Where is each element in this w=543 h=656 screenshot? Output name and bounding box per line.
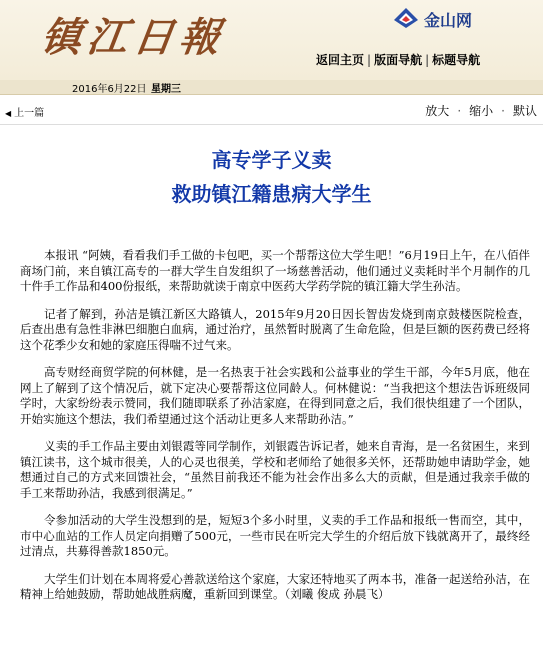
enlarge-button[interactable]: 放大	[425, 104, 450, 118]
article-paragraph: 令参加活动的大学生没想到的是，短短3个多小时里，义卖的手工作品和报纸一售而空，其中，市中心血站的工作人员定向捐赠了500元，一些市民在听完大学生的介绍后放下钱就离开了，最终经过清点，共募得善款1850元。	[20, 513, 530, 558]
article-paragraph: 记者了解到，孙洁是镇江新区大路镇人，2015年9月20日因长智齿发烧到南京鼓楼医院检查，后查出患有急性非淋巴细胞白血病，通过治疗，虽然暂时脱离了生命危险，但是巨额的医药费已经将这个花季少女和她的家庭压得喘不过气来。	[20, 306, 530, 352]
nav-title-link[interactable]: 标题导航	[432, 53, 481, 67]
nav-page-link[interactable]: 版面导航	[374, 53, 423, 67]
nav-separator: |	[425, 53, 430, 67]
font-size-tools	[425, 102, 537, 119]
tool-separator: ·	[457, 104, 462, 118]
jinshan-logo-icon	[392, 6, 420, 30]
article-title-line1: 高专学子义卖	[211, 148, 332, 172]
nav-separator: |	[367, 53, 372, 67]
site-header	[0, 0, 543, 80]
triangle-left-icon: ◀	[5, 109, 12, 118]
article-paragraph: 大学生们计划在本周将爱心善款送给这个家庭，大家还特地买了两本书，准备一起送给孙洁，在精神上给她鼓励，帮助她战胜病魔，重新回到课堂。（刘曦 俊成 孙晨飞）	[20, 571, 530, 601]
article-paragraph: 高专财经商贸学院的何林健，是一名热衷于社会实践和公益事业的学生干部，今年5月底，他在网上了解到了这个情况后，就下定决心要帮帮这位同龄人。何林健说：“当我把这个想法告诉班级同学时，大家纷纷表示赞同，我们随即联系了孙洁家庭，在得到同意之后，我们很快组建了一个团队，开始实施这个想法，我们希望通过这个活动让更多人来帮助孙洁。”	[20, 365, 530, 426]
prev-article-label: 上一篇	[14, 108, 45, 119]
logo-text: 金山网	[424, 11, 473, 30]
article-toolbar	[0, 95, 543, 125]
prev-article-link[interactable]	[5, 104, 44, 119]
tool-separator: ·	[501, 104, 505, 118]
article-paragraph: 义卖的手工作品主要由刘银霞等同学制作，刘银霞告诉记者，她来自青海，是一名贫困生，来到镇江读书，这个城市很美，人的心灵也很美，学校和老师给了她很多关怀，还帮助她申请助学金，她想通过自己的方式来回馈社会，“虽然目前我还不能为社会作出多么大的贡献，但是通过我亲手做的手工来帮助孙洁，我感到很满足。”	[20, 439, 530, 500]
jinshan-logo[interactable]	[392, 6, 512, 32]
issue-weekday: 星期三	[151, 84, 181, 95]
article-title-line2: 救助镇江籍患病大学生	[171, 182, 372, 206]
date-bar	[0, 80, 543, 95]
article-paragraph: 本报讯 “阿姨，看看我们手工做的卡包吧，买一个帮帮这位大学生吧！”6月19日上午，在八佰伴商场门前，来自镇江高专的一群大学生自发组织了一场慈善活动，他们通过义卖耗时半个月制作的几十件手工作品和400份报纸，来帮助就读于南京中医药大学药学院的镇江籍大学生孙洁。	[20, 248, 530, 293]
nav-home-link[interactable]: 返回主页	[316, 53, 365, 67]
newspaper-masthead: 镇江日報	[38, 14, 229, 61]
article-body	[20, 248, 530, 615]
top-nav	[316, 51, 480, 68]
shrink-button[interactable]: 缩小	[469, 104, 494, 118]
default-size-button[interactable]: 默认	[512, 104, 537, 118]
issue-date: 2016年6月22日	[72, 84, 147, 95]
